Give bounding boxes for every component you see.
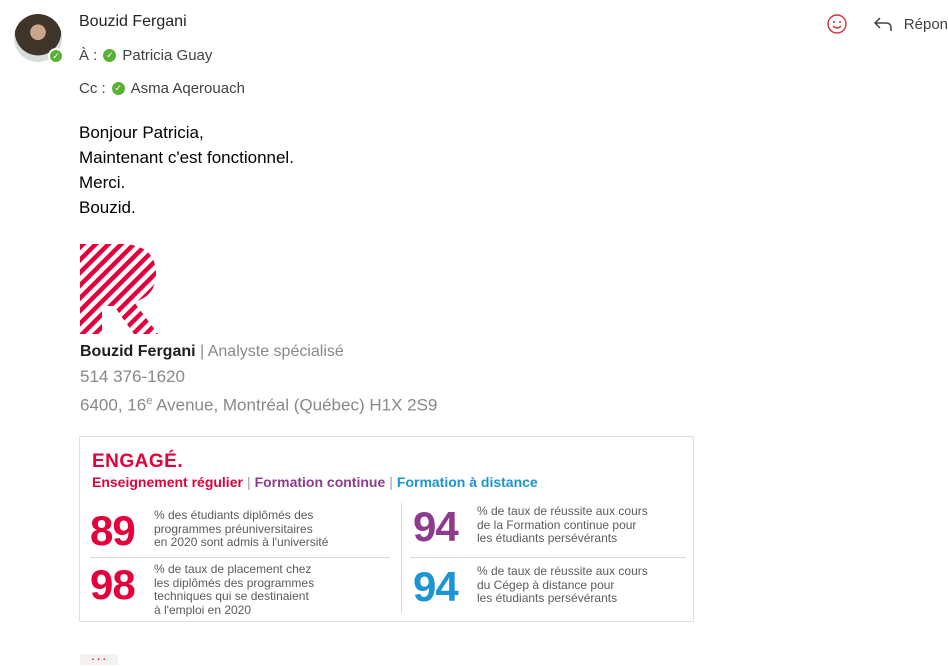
banner-heading: ENGAGÉ.	[92, 451, 184, 472]
body-line: Maintenant c'est fonctionnel.	[79, 148, 294, 167]
stat-line: les diplômés des programmes	[154, 575, 315, 590]
stat-line: à l'emploi en 2020	[154, 602, 252, 617]
signature-title: Analyste spécialisé	[207, 343, 344, 360]
stat-divider	[90, 557, 390, 558]
address-part: 6400, 16	[80, 395, 147, 415]
signature-banner[interactable]	[79, 436, 694, 622]
tag-continuing: Formation continue	[254, 474, 386, 490]
body-line: Bonjour Patricia,	[79, 123, 204, 142]
presence-check-icon: ✓	[48, 48, 64, 64]
signature-phone[interactable]: 514 376-1620	[80, 367, 185, 386]
cc-row	[79, 80, 245, 97]
stat-description	[477, 565, 648, 606]
recipient-to[interactable]: Patricia Guay	[122, 47, 213, 64]
stat-divider	[401, 503, 402, 613]
address-part: Avenue, Montréal (Québec) H1X 2S9	[152, 395, 438, 415]
body-line: Merci.	[79, 173, 126, 192]
body-line: Bouzid.	[79, 198, 136, 217]
reply-button[interactable]	[872, 15, 948, 33]
show-more-button[interactable]: ···	[80, 654, 118, 665]
address-sup: e	[146, 395, 153, 407]
to-label: À :	[79, 47, 98, 64]
stat-line: les étudiants persévérants	[477, 531, 618, 545]
tag-separator: |	[246, 474, 251, 490]
banner-tags	[92, 474, 538, 490]
stat-value: 89	[90, 507, 135, 554]
stat-line: programmes préuniversitaires	[154, 521, 313, 536]
message-body	[79, 120, 294, 220]
signature-name-line	[80, 343, 344, 361]
stat-line: % de taux de placement chez	[154, 562, 312, 576]
stat-line: les étudiants persévérants	[477, 591, 618, 605]
stat-value: 94	[413, 503, 458, 550]
stat-value: 98	[90, 561, 135, 608]
stat-divider	[410, 557, 686, 558]
reply-arrow-icon	[872, 15, 894, 33]
signature-name: Bouzid Fergani	[80, 343, 196, 360]
signature-separator: |	[195, 343, 208, 360]
stat-description	[154, 509, 328, 550]
sender-name[interactable]: Bouzid Fergani	[79, 13, 187, 30]
stat-line: % de taux de réussite aux cours	[477, 564, 648, 578]
presence-check-icon: ✓	[103, 49, 116, 62]
message-actions	[826, 10, 948, 38]
stat-line: en 2020 sont admis à l'université	[154, 535, 329, 549]
stat-value: 94	[413, 563, 458, 610]
tag-distance: Formation à distance	[396, 474, 538, 490]
cc-label: Cc :	[79, 80, 106, 97]
to-row	[79, 47, 212, 64]
stat-line: techniques qui se destinaient	[154, 589, 309, 603]
tag-regular: Enseignement régulier	[92, 474, 243, 490]
reply-label: Répon	[903, 15, 948, 33]
stat-line: de la Formation continue pour	[477, 517, 637, 532]
tag-separator: |	[389, 474, 393, 490]
signature-address	[80, 395, 437, 416]
stat-description	[154, 563, 314, 617]
emoji-smile-icon[interactable]	[826, 13, 848, 35]
stat-line: % des étudiants diplômés des	[154, 508, 314, 522]
recipient-cc[interactable]: Asma Aqerouach	[130, 80, 245, 97]
college-logo	[80, 244, 158, 334]
stat-line: % de taux de réussite aux cours	[477, 504, 648, 518]
stat-line: du Cégep à distance pour	[477, 577, 615, 592]
presence-check-icon: ✓	[112, 82, 125, 95]
stat-description	[477, 505, 648, 546]
